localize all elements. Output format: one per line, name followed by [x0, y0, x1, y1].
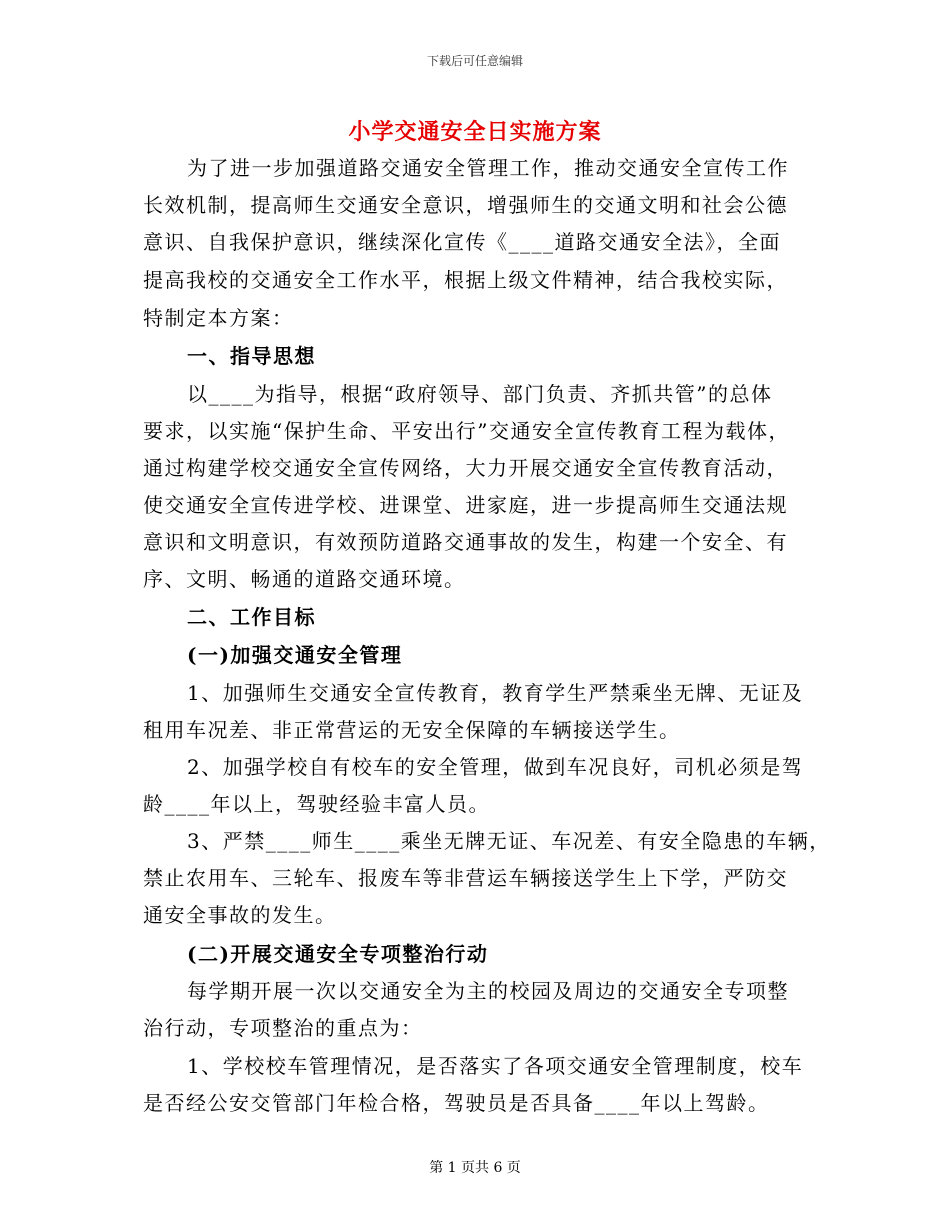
paragraph-line: 为了进一步加强道路交通安全管理工作，推动交通安全宣传工作 [187, 156, 789, 180]
paragraph-line: 序、文明、畅通的道路交通环境。 [143, 567, 466, 591]
paragraph-line: 3、严禁____师生____乘坐无牌无证、车况差、有安全隐患的车辆， [187, 829, 831, 853]
paragraph-line: 1、加强师生交通安全宣传教育，教育学生严禁乘坐无牌、无证及 [187, 681, 804, 705]
page-footer: 第 1 页共 6 页 [429, 1160, 521, 1176]
paragraph-line: 意识和文明意识，有效预防道路交通事故的发生，构建一个安全、有 [143, 530, 788, 554]
paragraph-line: 以____为指导，根据“政府领导、部门负责、齐抓共管”的总体 [187, 382, 773, 406]
paragraph-line: 要求，以实施“保护生命、平安出行”交通安全宣传教育工程为载体， [143, 419, 790, 443]
section-heading: 一、指导思想 [187, 344, 316, 368]
section-heading: (一)加强交通安全管理 [187, 643, 403, 667]
paragraph-line: 禁止农用车、三轮车、报废车等非营运车辆接送学生上下学，严防交 [143, 866, 788, 890]
paragraph-line: 2、加强学校自有校车的安全管理，做到车况良好，司机必须是驾 [187, 755, 804, 779]
paragraph-line: 意识、自我保护意识，继续深化宣传《____道路交通安全法》，全面 [143, 230, 781, 254]
header-note: 下载后可任意编辑 [426, 54, 523, 68]
paragraph-line: 通过构建学校交通安全宣传网络，大力开展交通安全宣传教育活动， [143, 456, 788, 480]
paragraph-line: 龄____年以上，驾驶经验丰富人员。 [143, 792, 490, 816]
section-heading: (二)开展交通安全专项整治行动 [187, 942, 489, 966]
paragraph-line: 使交通安全宣传进学校、进课堂、进家庭，进一步提高师生交通法规 [143, 493, 788, 517]
paragraph-line: 租用车况差、非正常营运的无安全保障的车辆接送学生。 [143, 718, 681, 742]
paragraph-line: 是否经公安交管部门年检合格，驾驶员是否具备____年以上驾龄。 [143, 1091, 770, 1115]
document-title: 小学交通安全日实施方案 [348, 119, 602, 145]
paragraph-line: 通安全事故的发生。 [143, 903, 337, 927]
paragraph-line: 长效机制，提高师生交通安全意识，增强师生的交通文明和社会公德 [143, 193, 788, 217]
paragraph-line: 提高我校的交通安全工作水平，根据上级文件精神，结合我校实际， [143, 268, 788, 292]
paragraph-line: 每学期开展一次以交通安全为主的校园及周边的交通安全专项整 [187, 979, 789, 1003]
paragraph-line: 特制定本方案： [143, 306, 294, 330]
paragraph-line: 治行动，专项整治的重点为： [143, 1016, 423, 1040]
section-heading: 二、工作目标 [187, 605, 316, 629]
paragraph-line: 1、学校校车管理情况，是否落实了各项交通安全管理制度，校车 [187, 1054, 804, 1078]
